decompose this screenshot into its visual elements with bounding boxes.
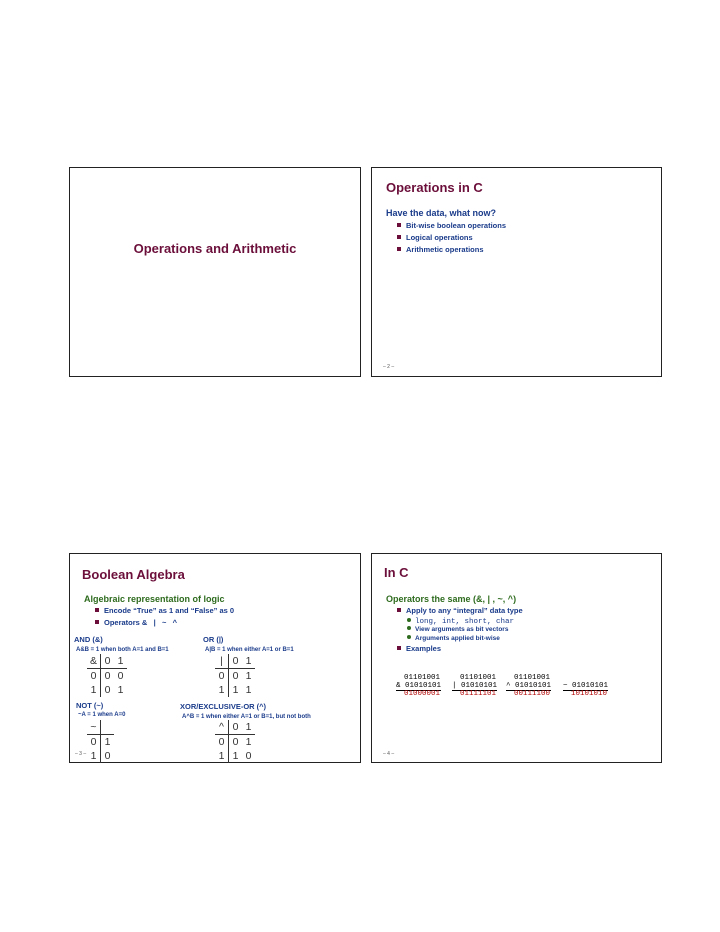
list-item: Bit-wise boolean operations xyxy=(397,221,506,230)
not-desc: ~A = 1 when A=0 xyxy=(78,712,126,718)
xor-desc: A^B = 1 when either A=1 or B=1, but not both xyxy=(182,714,311,720)
example-3: 01101001 ^ 01010101 00111100 xyxy=(506,674,552,698)
slide-4-heading: Operators the same (&, | , ~, ^) xyxy=(386,594,517,604)
list-item: long, int, short, char xyxy=(407,616,514,626)
slide-3 xyxy=(69,553,361,763)
slide-1 xyxy=(69,167,361,377)
example-4: ~ 01010101 10101010 xyxy=(563,682,609,698)
example-1: 01101001 & 01010101 01000001 xyxy=(396,674,442,698)
slide-1-title: Operations and Arithmetic xyxy=(133,241,297,256)
xor-label: XOR/EXCLUSIVE-OR (^) xyxy=(180,702,267,711)
slide-3-title: Boolean Algebra xyxy=(82,567,185,582)
list-item: Encode “True” as 1 and “False” as 0 xyxy=(95,606,234,615)
list-item: Arguments applied bit-wise xyxy=(407,635,500,642)
or-label: OR (|) xyxy=(203,635,224,644)
list-item: View arguments as bit vectors xyxy=(407,626,508,633)
list-item: Examples xyxy=(397,644,441,653)
and-desc: A&B = 1 when both A=1 and B=1 xyxy=(76,647,169,653)
slide-4 xyxy=(371,553,662,763)
not-label: NOT (~) xyxy=(76,701,104,710)
list-item: Logical operations xyxy=(397,233,473,242)
not-truth-table: ~ 0 1 1 0 xyxy=(87,720,114,763)
list-item: Apply to any “integral” data type xyxy=(397,606,523,615)
and-label: AND (&) xyxy=(74,635,103,644)
page-number: – 4 – xyxy=(383,751,395,757)
list-item: Arithmetic operations xyxy=(397,245,484,254)
slide-3-heading: Algebraic representation of logic xyxy=(84,594,225,604)
slide-4-title: In C xyxy=(384,565,409,580)
page-number: – 3 – xyxy=(75,751,87,757)
list-item: Operators & | ~ ^ xyxy=(95,618,177,627)
slide-2 xyxy=(371,167,662,377)
slide-2-title: Operations in C xyxy=(386,180,483,195)
and-truth-table: & 0 1 0 0 0 1 0 1 xyxy=(87,654,127,697)
slide-2-heading: Have the data, what now? xyxy=(386,208,497,218)
or-desc: A|B = 1 when either A=1 or B=1 xyxy=(205,647,294,653)
page-number: – 2 – xyxy=(383,364,395,370)
xor-truth-table: ^ 0 1 0 0 1 1 1 0 xyxy=(215,720,255,763)
example-2: 01101001 | 01010101 01111101 xyxy=(452,674,498,698)
or-truth-table: | 0 1 0 0 1 1 1 1 xyxy=(215,654,255,697)
